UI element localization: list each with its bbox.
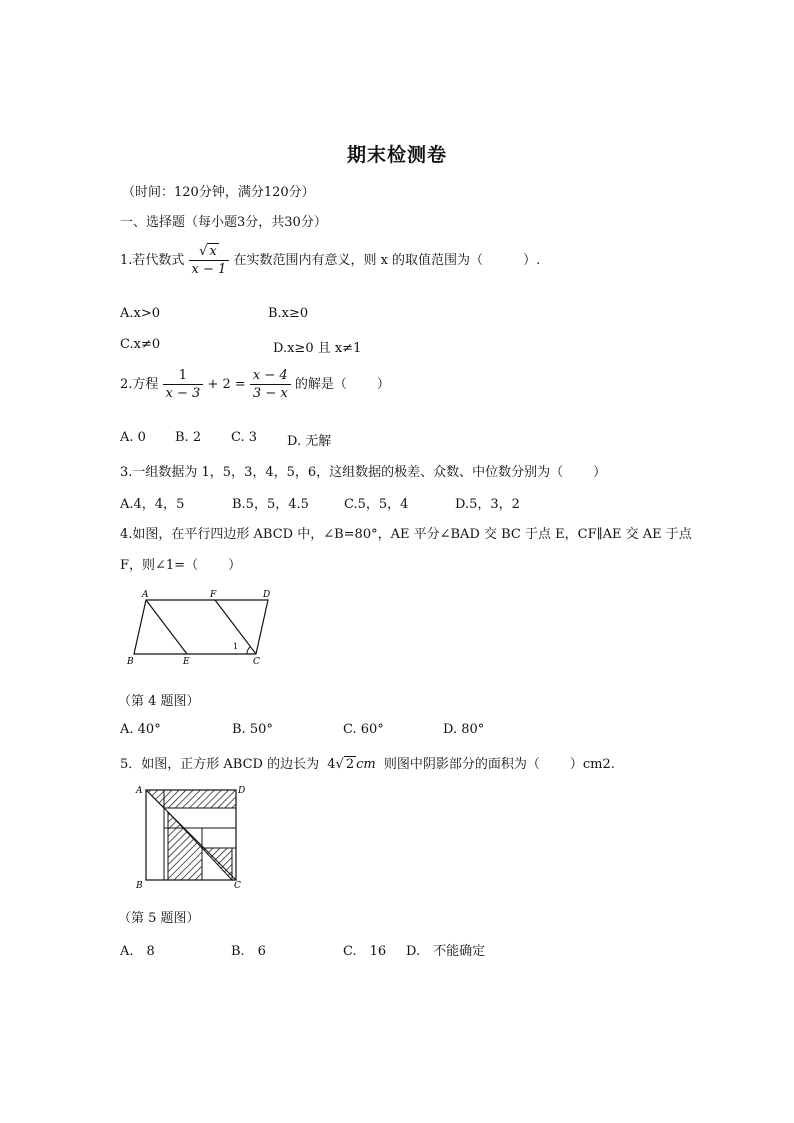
- inner-rect-2: [202, 828, 236, 848]
- shaded-right-triangle: [202, 848, 232, 880]
- q4-option-a: A. 40°: [120, 722, 161, 737]
- q1-option-c: C.x≠0: [120, 337, 161, 352]
- q1-fraction: $\frac{√ x}{x - 1}$: [189, 244, 230, 277]
- q5-option-a: A. 8: [120, 944, 155, 959]
- question-4-line-2: [120, 554, 241, 573]
- q5-end: ）cm2.: [569, 757, 615, 772]
- label-c: C: [234, 881, 241, 891]
- q4-caption: （第 4 题图）: [118, 694, 200, 709]
- q2-option-b: B. 2: [175, 430, 202, 445]
- q2-end: ）: [376, 377, 390, 392]
- q2-suffix: 的解是（: [294, 377, 347, 392]
- q4-figure-parallelogram: [120, 586, 290, 668]
- q3-text: 3.一组数据为 1，5，3，4，5，6，这组数据的极差、众数、中位数分别为（: [120, 465, 564, 480]
- question-1: [120, 244, 540, 277]
- q1-option-d: D.x≥0 且 x≠1: [273, 341, 362, 356]
- q5-option-c: C. 16: [343, 944, 387, 959]
- question-2: [120, 368, 390, 401]
- question-4-line-1: 4.如图，在平行四边形 ABCD 中，∠B=80°，AE 平分∠BAD 交 BC 于点 E，CF∥AE 交 AE 于点: [120, 527, 692, 542]
- label-a: A: [136, 786, 143, 796]
- q1-option-a: A.x>0: [120, 306, 161, 321]
- q1-frac-num: x: [209, 244, 217, 259]
- label-c: C: [253, 657, 260, 667]
- q2-option-c: C. 3: [231, 430, 258, 445]
- q1-prefix: 1.若代数式: [120, 253, 185, 268]
- angle-1-arc: [247, 647, 250, 654]
- label-angle-1: 1: [233, 642, 239, 651]
- q2-mid: + 2 =: [207, 377, 246, 392]
- q3-option-c: C.5，5，4: [344, 497, 409, 512]
- q5-suffix: 则图中阴影部分的面积为（: [383, 757, 540, 772]
- label-d: D: [263, 590, 271, 600]
- q4-option-d: D. 80°: [443, 722, 485, 737]
- q2-fraction-1: [163, 368, 204, 401]
- question-5: [120, 753, 615, 772]
- shaded-top-band: [146, 790, 236, 808]
- label-b: B: [127, 657, 134, 667]
- label-e: E: [183, 657, 190, 667]
- q4-line2: F，则∠1=（: [120, 558, 199, 573]
- q5-prefix: 5．如图，正方形 ABCD 的边长为: [120, 757, 320, 772]
- q5-caption: （第 5 题图）: [118, 911, 200, 926]
- parallelogram-abcd: [134, 600, 268, 654]
- label-f: F: [210, 590, 217, 600]
- q5-figure-square: [130, 782, 250, 894]
- q2-f2-num: x − 4: [250, 368, 291, 385]
- segment-ae: [146, 600, 187, 654]
- q3-end: ）: [593, 465, 607, 480]
- q1-end: ）.: [523, 253, 541, 268]
- q1-option-b: B.x≥0: [268, 306, 309, 321]
- q4-end: ）: [228, 558, 242, 573]
- label-b: B: [136, 881, 143, 891]
- q3-option-a: A.4，4，5: [120, 497, 185, 512]
- q4-option-b: B. 50°: [232, 722, 273, 737]
- q2-option-d: D. 无解: [287, 434, 332, 449]
- shaded-left-region: [168, 812, 202, 880]
- q5-option-d: D. 不能确定: [406, 944, 486, 959]
- q5-option-b: B. 6: [231, 944, 266, 959]
- q5-side-length: 4√ 2 cm: [327, 757, 376, 772]
- section-heading: 一、选择题（每小题3分，共30分）: [120, 215, 327, 230]
- label-a: A: [142, 590, 149, 600]
- question-3: [120, 461, 606, 480]
- exam-info: （时间：120分钟，满分120分）: [122, 185, 315, 200]
- q1-frac-den: x − 1: [191, 262, 227, 277]
- q4-option-c: C. 60°: [343, 722, 384, 737]
- q3-option-d: D.5，3，2: [455, 497, 520, 512]
- q2-fraction-2: [250, 368, 291, 401]
- q2-option-a: A. 0: [120, 430, 146, 445]
- q2-f1-den: x − 3: [165, 386, 201, 401]
- page-title: 期末检测卷: [346, 144, 447, 166]
- q2-prefix: 2.方程: [120, 377, 159, 392]
- label-d: D: [238, 786, 246, 796]
- q2-f1-num: 1: [163, 368, 204, 385]
- q1-suffix: 在实数范围内有意义，则 x 的取值范围为（: [233, 253, 484, 268]
- q2-f2-den: 3 − x: [252, 386, 288, 401]
- q3-option-b: B.5，5，4.5: [232, 497, 309, 512]
